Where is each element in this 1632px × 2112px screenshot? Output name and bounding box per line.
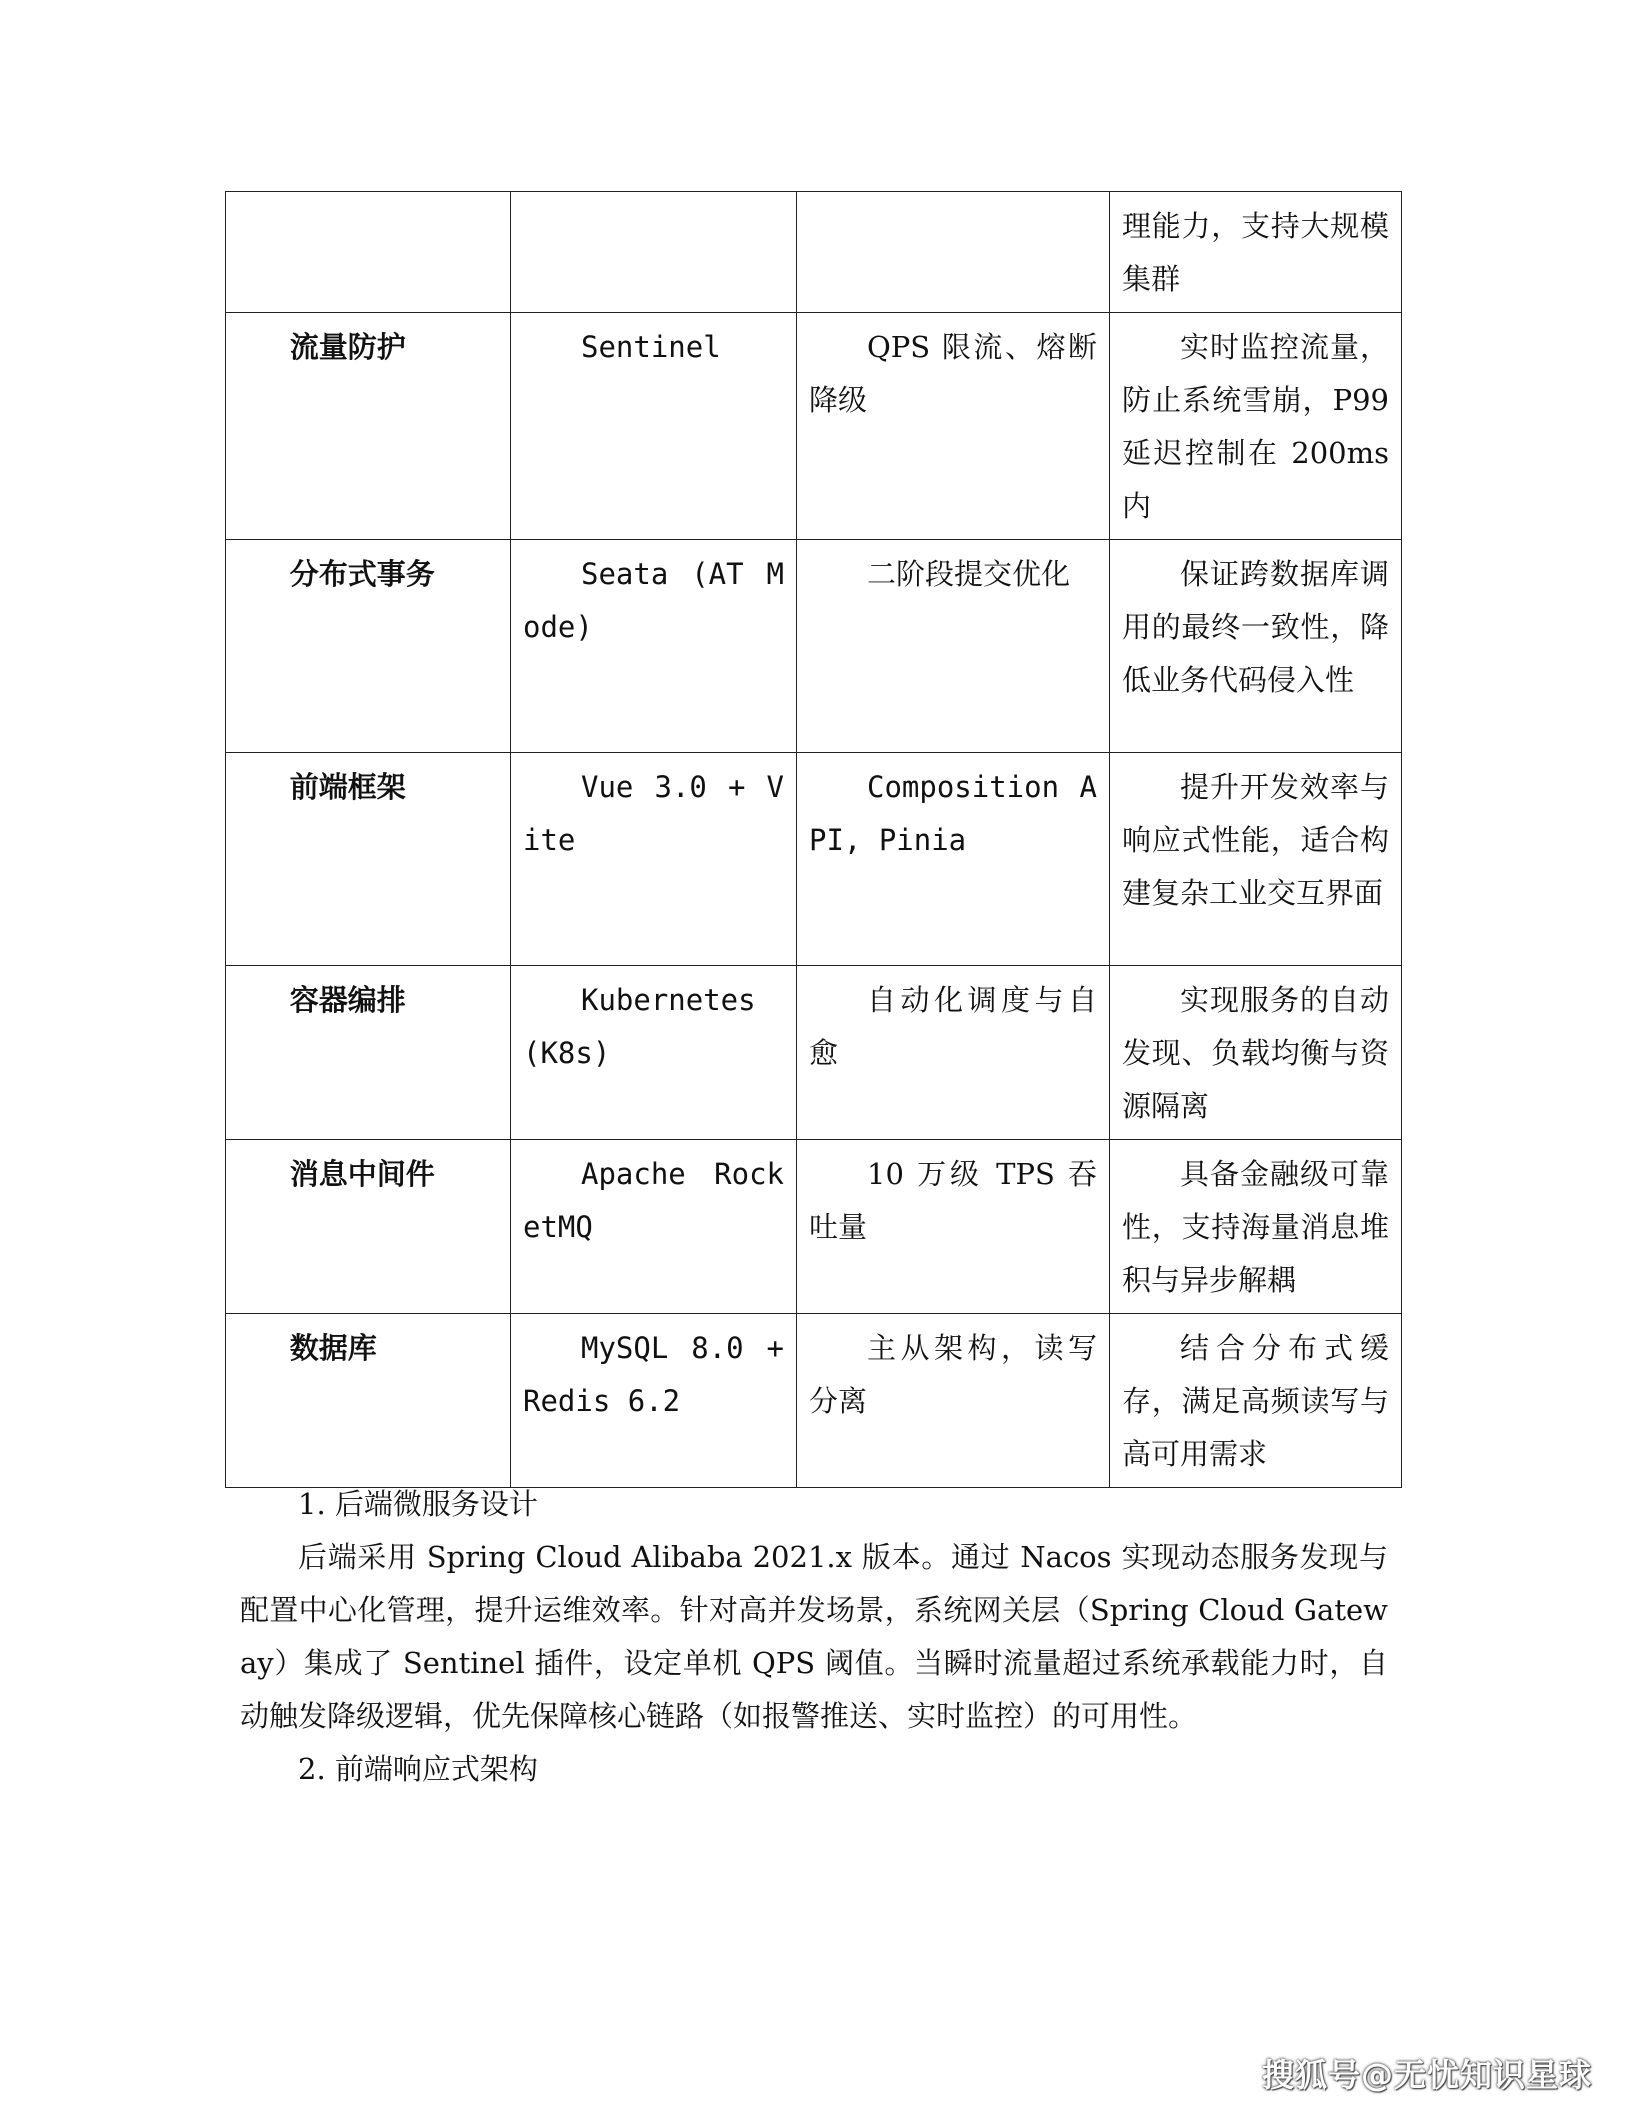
tech-cell: MySQL 8.0 + Redis 6.2 xyxy=(511,1314,797,1488)
value-cell: 实现服务的自动发现、负载均衡与资源隔离 xyxy=(1110,966,1402,1140)
table-row xyxy=(226,753,1402,966)
tech-cell: Kubernetes (K8s) xyxy=(511,966,797,1140)
feature-cell: 自动化调度与自愈 xyxy=(797,966,1110,1140)
value-cell: 结合分布式缓存，满足高频读写与高可用需求 xyxy=(1110,1314,1402,1488)
document-body xyxy=(240,1478,1388,1796)
category-cell: 数据库 xyxy=(226,1314,511,1488)
category-cell xyxy=(226,192,511,313)
feature-cell: Composition API, Pinia xyxy=(797,753,1110,966)
category-cell: 容器编排 xyxy=(226,966,511,1140)
tech-cell: Sentinel xyxy=(511,313,797,540)
table-row xyxy=(226,540,1402,753)
value-cell: 具备金融级可靠性，支持海量消息堆积与异步解耦 xyxy=(1110,1140,1402,1314)
table-row xyxy=(226,1314,1402,1488)
feature-cell: 10 万级 TPS 吞吐量 xyxy=(797,1140,1110,1314)
tech-cell: Vue 3.0 + Vite xyxy=(511,753,797,966)
section-heading-backend: 1. 后端微服务设计 xyxy=(298,1487,538,1521)
table-row xyxy=(226,192,1402,313)
feature-cell: QPS 限流、熔断降级 xyxy=(797,313,1110,540)
table-row xyxy=(226,966,1402,1140)
feature-cell: 二阶段提交优化 xyxy=(797,540,1110,753)
tech-cell: Seata (AT Mode) xyxy=(511,540,797,753)
table-row xyxy=(226,1140,1402,1314)
feature-cell xyxy=(797,192,1110,313)
paragraph-backend: 后端采用 Spring Cloud Alibaba 2021.x 版本。通过 Nacos 实现动态服务发现与配置中心化管理，提升运维效率。针对高并发场景，系统网关层（Spring Cloud Gateway）集成了 Sentinel 插件，设定单机 QPS 阈值。当瞬时流量超过系统承载能力时，自动触发降级逻辑，优先保障核心链路（如报警推送、实时监控）的可用性。 xyxy=(240,1540,1388,1733)
watermark: 搜狐号@无忧知识星球 xyxy=(1261,2056,1592,2094)
tech-cell xyxy=(511,192,797,313)
table-row xyxy=(226,313,1402,540)
value-cell: 保证跨数据库调用的最终一致性，降低业务代码侵入性 xyxy=(1110,540,1402,753)
section-heading-frontend: 2. 前端响应式架构 xyxy=(298,1752,538,1786)
tech-cell: Apache RocketMQ xyxy=(511,1140,797,1314)
category-cell: 分布式事务 xyxy=(226,540,511,753)
category-cell: 前端框架 xyxy=(226,753,511,966)
value-cell: 实时监控流量，防止系统雪崩，P99 延迟控制在 200ms 内 xyxy=(1110,313,1402,540)
tech-stack-table xyxy=(225,191,1402,1488)
feature-cell: 主从架构，读写分离 xyxy=(797,1314,1110,1488)
value-cell: 理能力，支持大规模集群 xyxy=(1110,192,1402,313)
category-cell: 流量防护 xyxy=(226,313,511,540)
value-cell: 提升开发效率与响应式性能，适合构建复杂工业交互界面 xyxy=(1110,753,1402,966)
category-cell: 消息中间件 xyxy=(226,1140,511,1314)
